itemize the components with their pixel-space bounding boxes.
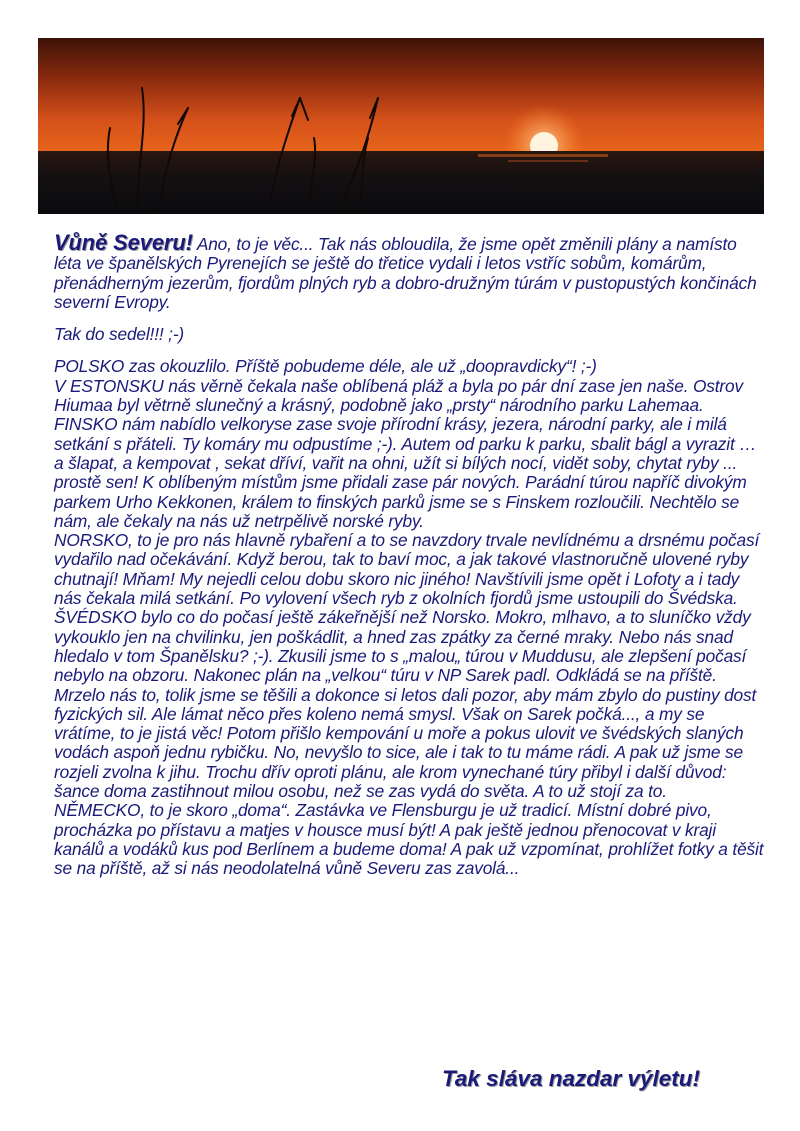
intro-text: Ano, to je věc... Tak nás obloudila, že jsme opět změnili plány a namísto léta ve španělských Pyrenejích se ještě do třetice vydali i letos vstříc sobům, komárům, přenádherným jezerům, fjordům plných ryb a dobro-družným túrám v pustopustých končinách severní Evropy. <box>54 234 757 312</box>
paragraph-finland: FINSKO nám nabídlo velkoryse zase svoje přírodní krásy, jezera, národní parky, ale i milá setkání s přáteli. Ty komáry mu odpustíme ;-). Autem od parku k parku, sbalit bágl a vyrazit … a šlapat, a kempovat , sekat dříví, vařit na ohni, užít si bílých nocí, vidět soby, chytat ryby ... prostě sen! K oblíbeným místům jsme přidali zase pár nových. Parádní túrou napříč divokým parkem Urho Kekkonen, králem to finských parků jsme se s Finskem rozloučili. Nechtělo se nám, ale čekaly na nás už netrpělivě norské ryby. <box>54 414 757 531</box>
paragraph-norway: NORSKO, to je pro nás hlavně rybaření a to se navzdory trvale nevlídnému a drsnému počasí vydařilo nad očekávání. Když berou, tak to baví moc, a jak takové vlastnoručně ulovené ryby chutnají! Mňam! My nejedli celou dobu skoro nic jiného! Navštívili jsme opět i Lofoty a i tady nás čekala milá setkání. Po vylovení všech ryb z okolních fjordů jsme ustoupili do Švédska. <box>54 530 760 609</box>
intro-paragraph <box>54 230 768 312</box>
paragraph-germany: NĚMECKO, to je skoro „doma“. Zastávka ve Flensburgu je už tradicí. Místní dobré pivo, procházka po přístavu a matjes v housce musí být! A pak ještě jednou přenocovat v kraji kanálů a vodáků kus pod Berlínem a budeme doma! A pak už vzpomínat, prohlížet fotky a těšit se na příště, až si nás neodolatelná vůně Severu zas zavolá... <box>54 800 764 879</box>
cheer-line: Tak do sedel!!! ;-) <box>54 324 185 345</box>
article-text <box>54 230 768 879</box>
sunset-over-sea-photo <box>38 38 764 214</box>
article-heading: Vůně Severu! <box>54 230 193 255</box>
paragraph-poland: POLSKO zas okouzlilo. Příště pobudeme déle, ale už „doopravdicky“! ;-) <box>54 356 597 377</box>
paragraph-estonia: V ESTONSKU nás věrně čekala naše oblíbená pláž a byla po pár dní zase jen naše. Ostrov Hiumaa byl větrně slunečný a krásný, podobně jako „prsty“ národního parku Lahemaa. <box>54 375 743 416</box>
closing-slogan: Tak sláva nazdar výletu! <box>442 1066 701 1091</box>
paragraph-sweden: ŠVÉDSKO bylo co do počasí ještě zákeřnější než Norsko. Mokro, mlhavo, a to sluníčko vždy vykouklo jen na chvilinku, jen poškádlit, a hned zas zpátky za černé mraky. Nebo nás snad hledalo v tom Španělsku? ;-). Zkusili jsme to s „malou„ túrou v Muddusu, ale zlepšení počasí nebylo na obzoru. Nakonec plán na „velkou“ túru v NP Sarek padl. Odkládá se na příště. Mrzelo nás to, tolik jsme se těšili a dokonce si letos dali pozor, aby mám zbylo do pustiny dost fyzických sil. Ale lámat něco přes koleno nemá smysl. Však on Sarek počká..., a my se vrátíme, to je jistá věc! Potom přišlo kempování u moře a pokus ulovit ve švédských slaných vodách aspoň jednu rybičku. No, nevyšlo to sice, ale i tak to tu máme rádi. A pak už jsme se rozjeli zvolna k jihu. Trochu dřív oproti plánu, ale krom vynechané túry přibyl i další důvod: šance doma zastihnout milou osobu, než se zas vydá do světa. A to už stojí za to. <box>54 607 757 802</box>
